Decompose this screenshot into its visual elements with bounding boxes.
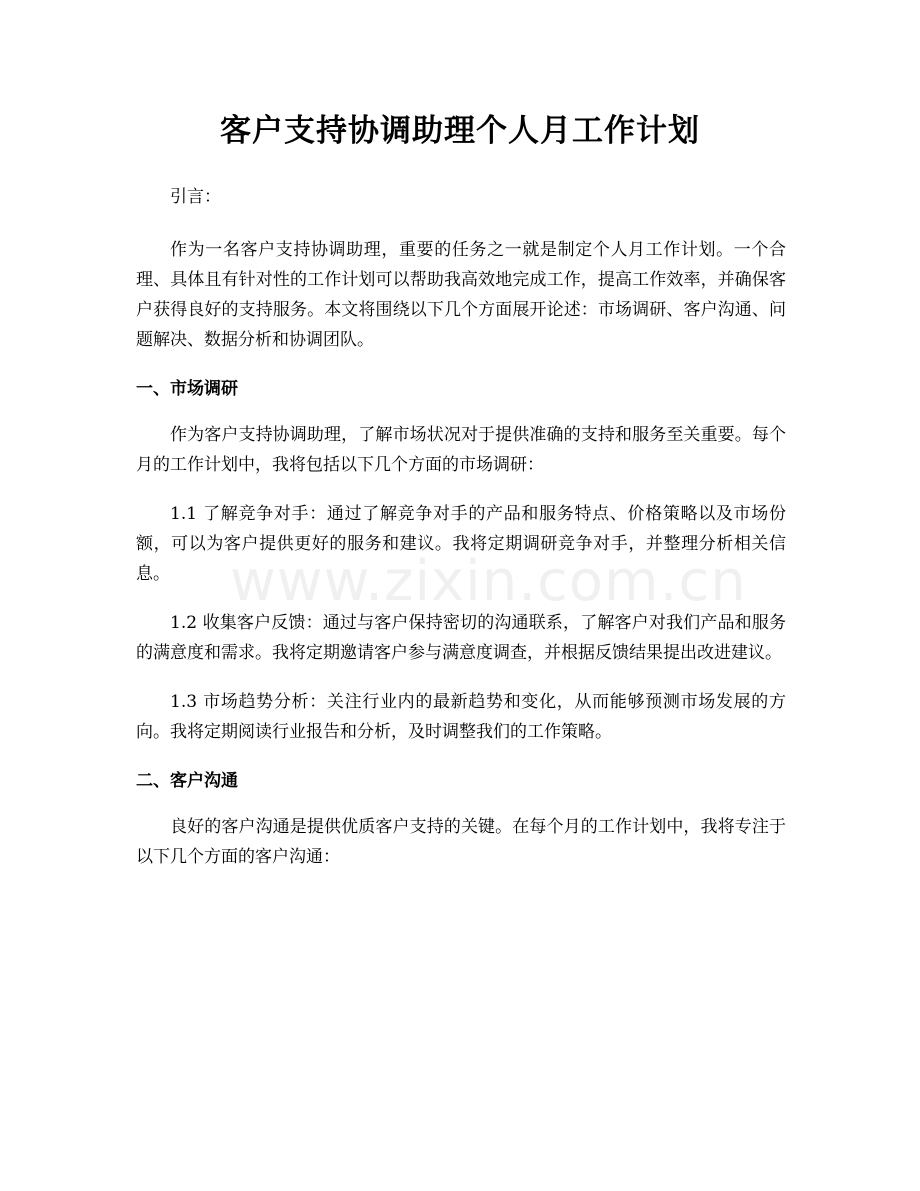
- watermark: www.zixin.com.cn: [230, 549, 747, 614]
- section-1-item-2: 1.2 收集客户反馈：通过与客户保持密切的沟通联系，了解客户对我们产品和服务的满意度和需求。我将定期邀请客户参与满意度调查，并根据反馈结果提出改进建议。: [136, 613, 786, 663]
- intro-paragraph: 作为一名客户支持协调助理，重要的任务之一就是制定个人月工作计划。一个合理、具体且有针对性的工作计划可以帮助我高效地完成工作，提高工作效率，并确保客户获得良好的支持服务。本文将围绕以下几个方面展开论述：市场调研、客户沟通、问题解决、数据分析和协调团队。: [136, 240, 786, 350]
- intro-label: 引言：: [170, 187, 221, 207]
- section-1-item-1: 1.1 了解竞争对手：通过了解竞争对手的产品和服务特点、价格策略以及市场份额，可以为客户提供更好的服务和建议。我将定期调研竞争对手，并整理分析相关信息。: [136, 504, 786, 584]
- document-body: [136, 182, 786, 891]
- section-1-intro: 作为客户支持协调助理，了解市场状况对于提供准确的支持和服务至关重要。每个月的工作计划中，我将包括以下几个方面的市场调研：: [136, 425, 786, 475]
- section-1-item-3: 1.3 市场趋势分析：关注行业内的最新趋势和变化，从而能够预测市场发展的方向。我将定期阅读行业报告和分析，及时调整我们的工作策略。: [136, 692, 786, 742]
- section-2-intro: 良好的客户沟通是提供优质客户支持的关键。在每个月的工作计划中，我将专注于以下几个方面的客户沟通：: [136, 817, 786, 867]
- document-title: 客户支持协调助理个人月工作计划: [220, 113, 700, 149]
- section-1-heading: 一、市场调研: [136, 379, 238, 399]
- section-2-heading: 二、客户沟通: [136, 771, 238, 791]
